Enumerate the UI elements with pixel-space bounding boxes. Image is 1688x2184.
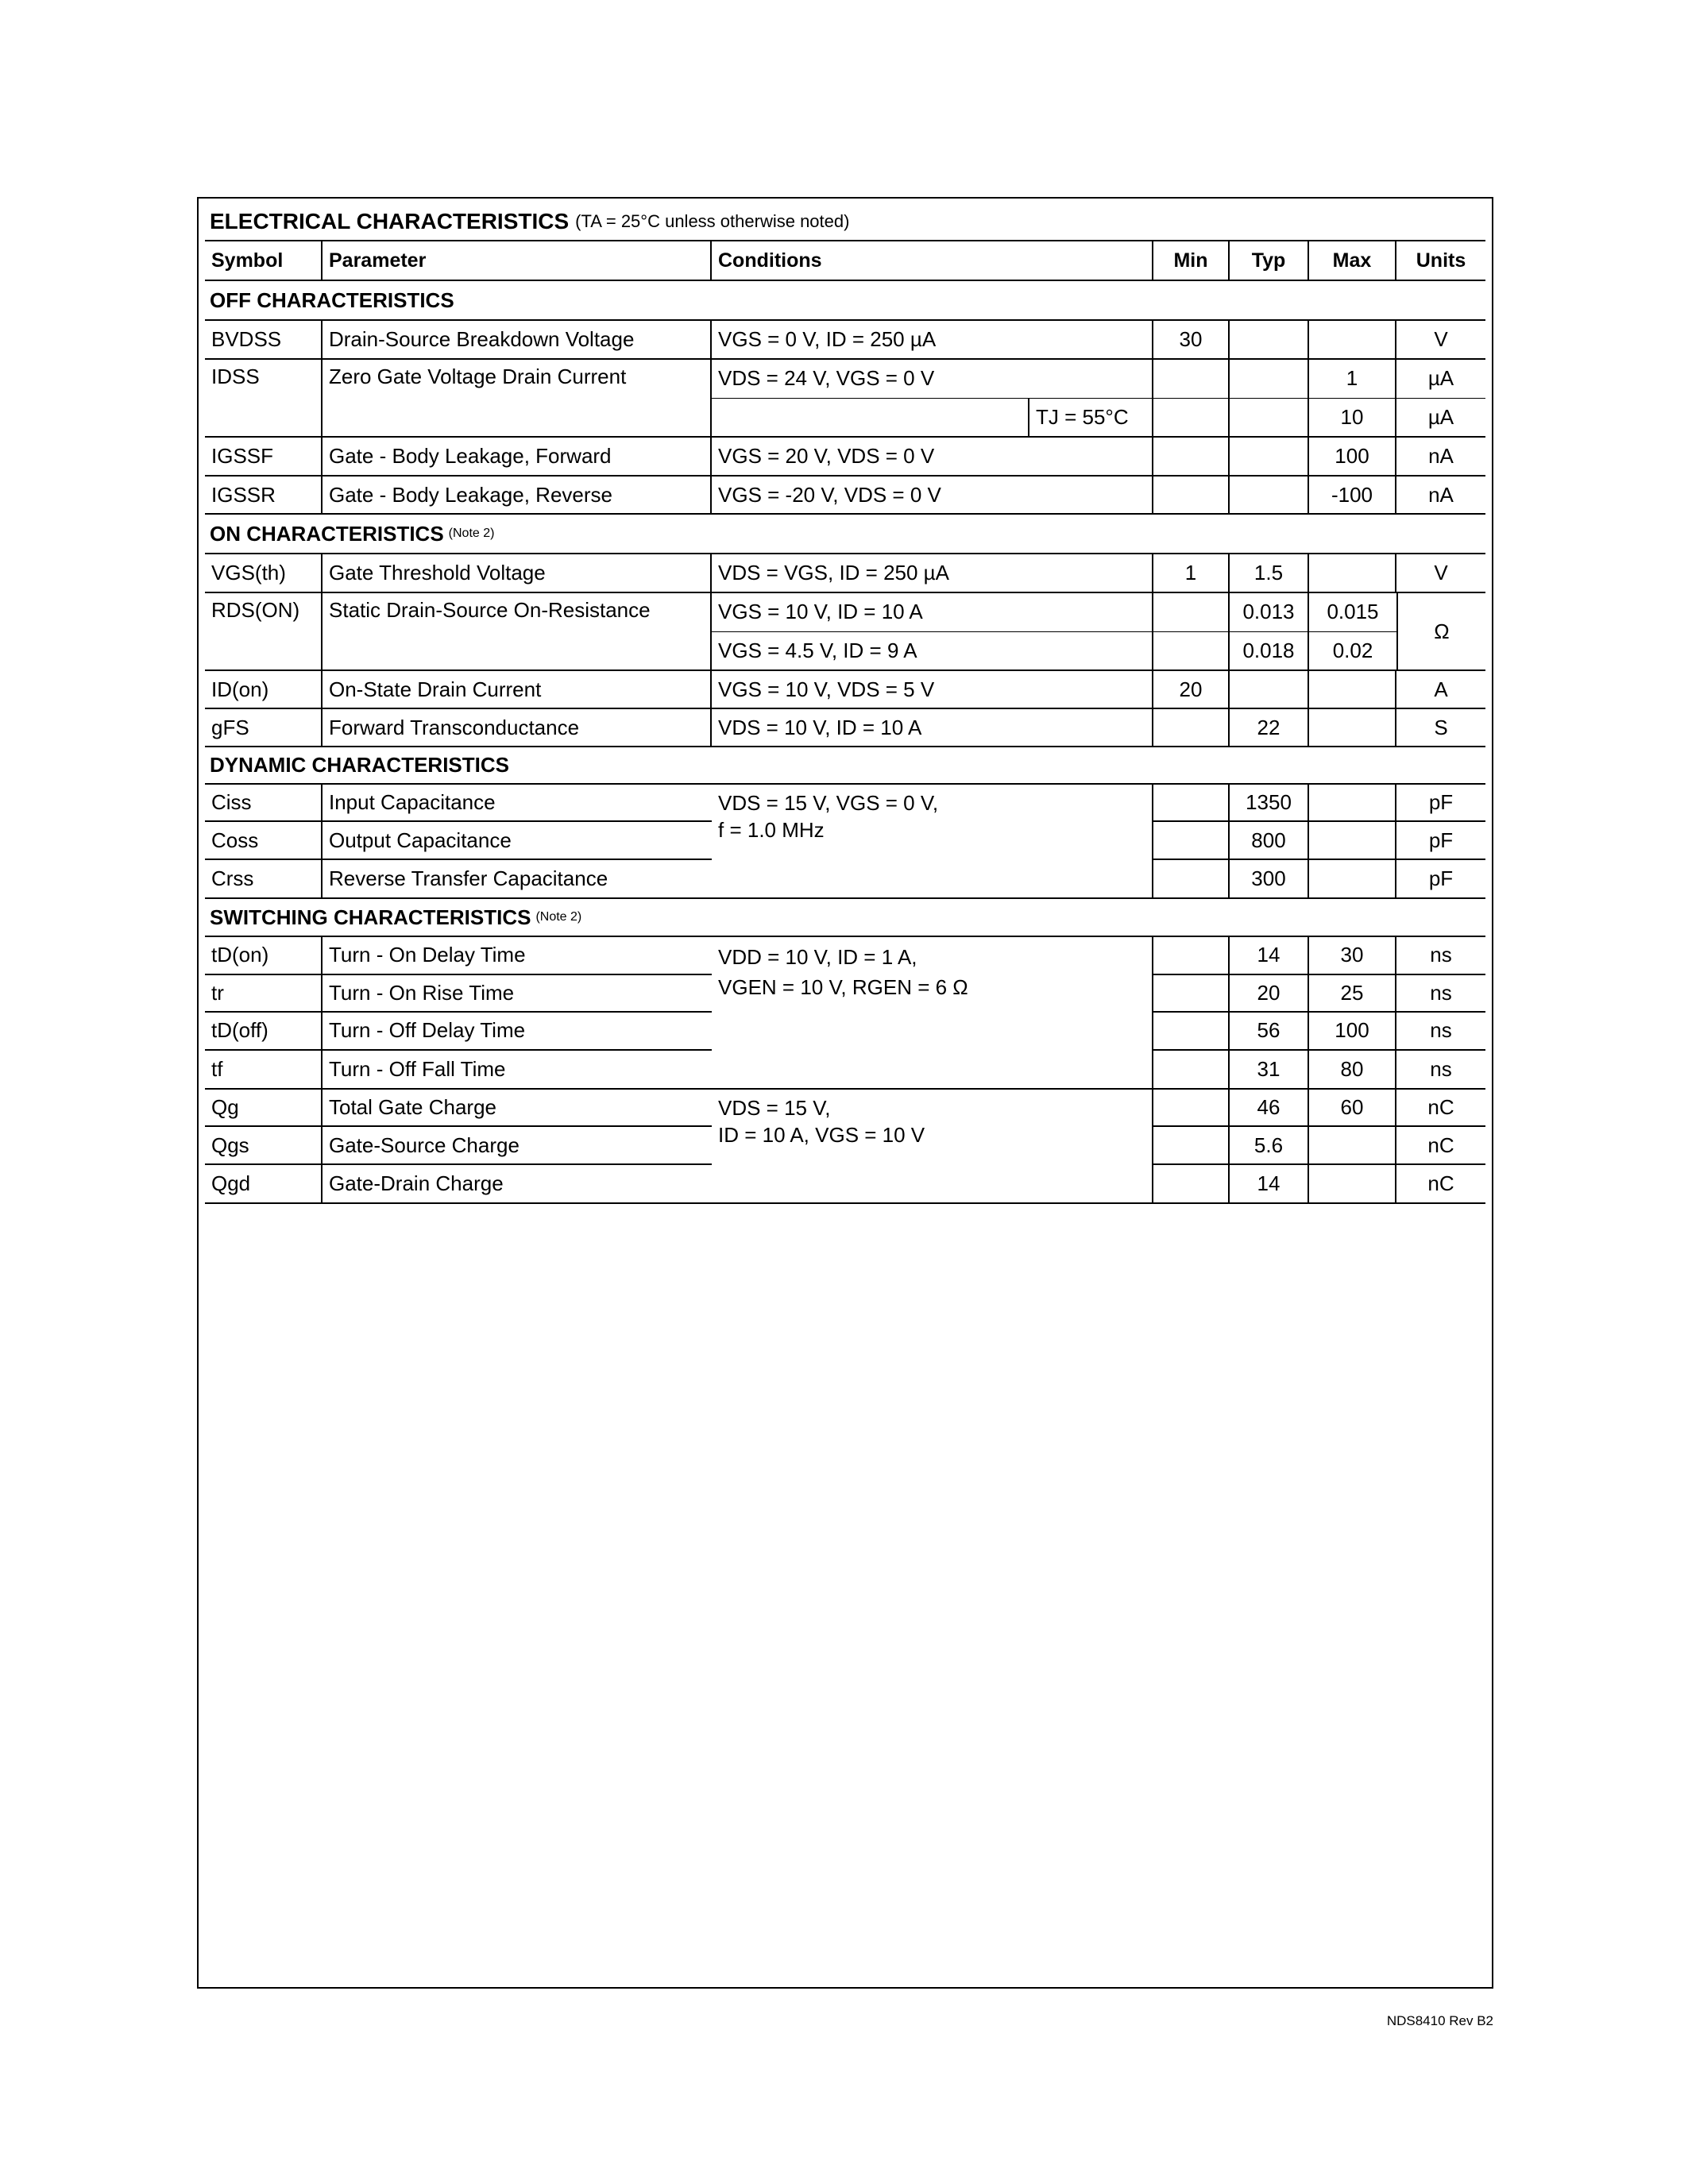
table-row bbox=[205, 321, 1485, 360]
min-cell bbox=[1153, 477, 1230, 513]
table-row bbox=[1153, 822, 1485, 859]
min-cell bbox=[1153, 1127, 1230, 1163]
units-cell: nC bbox=[1427, 1095, 1454, 1120]
conditions-cell: VDS = 10 V, ID = 10 A bbox=[712, 709, 1153, 746]
conditions-line: VGEN = 10 V, RGEN = 6 Ω bbox=[718, 975, 968, 999]
table-row bbox=[205, 1013, 712, 1051]
parameter-cell: Gate-Source Charge bbox=[329, 1133, 520, 1157]
table-row bbox=[205, 1090, 712, 1127]
header-typ: Typ bbox=[1230, 241, 1309, 280]
table-row bbox=[205, 1165, 712, 1202]
table-title-note: (TA = 25°C unless otherwise noted) bbox=[575, 211, 850, 231]
conditions-cell bbox=[712, 399, 1153, 437]
table-row bbox=[1153, 860, 1485, 897]
min-cell bbox=[1153, 975, 1230, 1012]
typ-cell: 56 bbox=[1230, 1013, 1309, 1049]
parameter-cell: Output Capacitance bbox=[329, 828, 512, 852]
table-row bbox=[205, 1051, 712, 1088]
switching-charge-group bbox=[205, 1090, 1485, 1204]
typ-cell bbox=[1230, 321, 1309, 358]
symbol-cell: tD(off) bbox=[205, 1013, 323, 1049]
table-row bbox=[712, 399, 1485, 437]
max-cell: 80 bbox=[1309, 1051, 1396, 1088]
conditions-cell: VGS = 0 V, ID = 250 µA bbox=[712, 321, 1153, 358]
min-cell bbox=[1153, 822, 1230, 858]
min-cell: 30 bbox=[1153, 321, 1230, 358]
typ-cell: 0.018 bbox=[1230, 632, 1309, 670]
symbol-cell: IDSS bbox=[205, 360, 323, 436]
max-cell bbox=[1309, 1165, 1396, 1202]
symbol-cell: tf bbox=[205, 1051, 323, 1088]
conditions-line: VDS = 15 V, VGS = 0 V, bbox=[718, 791, 939, 815]
table-row bbox=[1153, 785, 1485, 822]
section-label: OFF CHARACTERISTICS bbox=[210, 287, 454, 312]
min-cell bbox=[1153, 1090, 1230, 1125]
typ-cell: 46 bbox=[1230, 1090, 1309, 1125]
symbol-cell: IGSSF bbox=[205, 438, 323, 475]
min-cell bbox=[1153, 1051, 1230, 1088]
sub-rows bbox=[712, 593, 1396, 669]
typ-cell: 5.6 bbox=[1230, 1127, 1309, 1163]
table-row bbox=[205, 822, 712, 859]
typ-cell: 300 bbox=[1230, 860, 1309, 897]
min-cell bbox=[1153, 632, 1230, 670]
typ-cell: 31 bbox=[1230, 1051, 1309, 1088]
table-title-row bbox=[205, 203, 1485, 241]
charge-values bbox=[1153, 1090, 1485, 1202]
timing-left bbox=[205, 937, 712, 1088]
typ-cell: 800 bbox=[1230, 822, 1309, 858]
parameter-cell: On-State Drain Current bbox=[323, 671, 712, 708]
table-row bbox=[205, 709, 1485, 747]
typ-cell: 14 bbox=[1230, 1165, 1309, 1202]
symbol-cell: tr bbox=[205, 975, 323, 1012]
max-cell: 0.015 bbox=[1327, 600, 1379, 624]
parameter-cell: Gate Threshold Voltage bbox=[323, 554, 712, 592]
min-cell bbox=[1153, 1013, 1230, 1049]
units-cell: V bbox=[1434, 327, 1448, 351]
max-cell bbox=[1309, 671, 1396, 708]
conditions-cell: VGS = -20 V, VDS = 0 V bbox=[712, 477, 1153, 513]
min-cell: 1 bbox=[1153, 554, 1230, 592]
typ-cell: 0.013 bbox=[1230, 593, 1309, 631]
section-label: DYNAMIC CHARACTERISTICS bbox=[210, 753, 509, 777]
units-cell: A bbox=[1434, 677, 1448, 701]
max-cell: 100 bbox=[1309, 1013, 1396, 1049]
sub-rows bbox=[712, 360, 1485, 436]
table-row-group bbox=[205, 360, 1485, 438]
symbol-cell: Crss bbox=[205, 860, 323, 897]
typ-cell bbox=[1230, 360, 1309, 398]
units-cell: pF bbox=[1428, 790, 1454, 815]
section-label: SWITCHING CHARACTERISTICS bbox=[210, 905, 531, 929]
typ-cell bbox=[1230, 671, 1309, 708]
table-row bbox=[205, 1127, 712, 1164]
units-cell: nC bbox=[1427, 1171, 1454, 1195]
typ-cell: 14 bbox=[1230, 937, 1309, 974]
typ-cell bbox=[1230, 399, 1309, 437]
parameter-cell: Turn - Off Fall Time bbox=[329, 1056, 506, 1081]
parameter-cell: Turn - Off Delay Time bbox=[329, 1018, 526, 1043]
conditions-line: ID = 10 A, VGS = 10 V bbox=[718, 1123, 925, 1147]
conditions-cell: VDS = VGS, ID = 250 µA bbox=[712, 554, 1153, 592]
min-cell bbox=[1153, 1165, 1230, 1202]
symbol-cell: Qgd bbox=[205, 1165, 323, 1202]
conditions-cell bbox=[712, 1090, 1153, 1202]
max-cell: 60 bbox=[1309, 1090, 1396, 1125]
max-cell: -100 bbox=[1309, 477, 1396, 513]
units-cell: µA bbox=[1427, 404, 1454, 429]
units-cell: ns bbox=[1430, 943, 1452, 967]
table-row bbox=[712, 593, 1396, 632]
units-cell: S bbox=[1434, 715, 1448, 739]
conditions-cell bbox=[712, 937, 1153, 1088]
conditions-cell: VGS = 10 V, ID = 10 A bbox=[712, 593, 1153, 631]
charge-left bbox=[205, 1090, 712, 1202]
max-cell bbox=[1309, 785, 1396, 820]
max-cell: 10 bbox=[1309, 399, 1396, 437]
min-cell bbox=[1153, 709, 1230, 746]
table-row bbox=[205, 937, 712, 975]
max-cell bbox=[1309, 822, 1396, 858]
min-cell bbox=[1153, 860, 1230, 897]
symbol-cell: Ciss bbox=[205, 785, 323, 820]
max-cell: 30 bbox=[1309, 937, 1396, 974]
section-label: ON CHARACTERISTICS bbox=[210, 521, 444, 546]
max-cell: 25 bbox=[1309, 975, 1396, 1012]
max-cell: 100 bbox=[1309, 438, 1396, 475]
section-on-characteristics bbox=[205, 515, 1485, 554]
units-cell: pF bbox=[1428, 866, 1454, 890]
symbol-cell: Qgs bbox=[205, 1127, 323, 1163]
units-cell: Ω bbox=[1396, 593, 1485, 669]
max-cell bbox=[1309, 554, 1396, 592]
units-cell: µA bbox=[1427, 366, 1454, 391]
conditions-cell: VGS = 4.5 V, ID = 9 A bbox=[712, 632, 1153, 670]
conditions-cell: VGS = 20 V, VDS = 0 V bbox=[712, 438, 1153, 475]
table-row bbox=[1153, 1090, 1485, 1127]
min-cell bbox=[1153, 937, 1230, 974]
symbol-cell: BVDSS bbox=[205, 321, 323, 358]
table-row bbox=[1153, 937, 1485, 975]
document-revision: NDS8410 Rev B2 bbox=[1386, 2013, 1493, 2028]
units-cell: nA bbox=[1428, 482, 1454, 507]
symbol-cell: ID(on) bbox=[205, 671, 323, 708]
typ-cell: 20 bbox=[1230, 975, 1309, 1012]
table-row bbox=[205, 860, 712, 897]
temperature-condition: TJ = 55°C bbox=[1028, 399, 1152, 437]
conditions-cell bbox=[712, 785, 1153, 897]
table-row bbox=[1153, 975, 1485, 1013]
header-max: Max bbox=[1309, 241, 1396, 280]
parameter-cell: Gate-Drain Charge bbox=[329, 1171, 504, 1195]
table-row bbox=[205, 671, 1485, 709]
parameter-cell: Gate - Body Leakage, Forward bbox=[323, 438, 712, 475]
switching-timing-group bbox=[205, 937, 1485, 1090]
max-cell bbox=[1309, 860, 1396, 897]
conditions-cell: VDS = 24 V, VGS = 0 V bbox=[712, 360, 1153, 398]
parameter-cell: Gate - Body Leakage, Reverse bbox=[323, 477, 712, 513]
table-row bbox=[205, 477, 1485, 515]
max-cell bbox=[1309, 1127, 1396, 1163]
table-row bbox=[1153, 1051, 1485, 1088]
table-row bbox=[205, 554, 1485, 593]
parameter-cell: Drain-Source Breakdown Voltage bbox=[323, 321, 712, 358]
conditions-line: VDD = 10 V, ID = 1 A, bbox=[718, 945, 917, 969]
header-units: Units bbox=[1416, 249, 1466, 272]
table-row bbox=[712, 632, 1396, 670]
parameter-cell: Input Capacitance bbox=[329, 790, 496, 815]
units-cell: pF bbox=[1428, 828, 1454, 852]
table-row bbox=[205, 975, 712, 1013]
table-row bbox=[205, 438, 1485, 477]
table-header-row bbox=[205, 241, 1485, 281]
min-cell bbox=[1153, 593, 1230, 631]
table-row bbox=[1153, 1013, 1485, 1051]
units-cell: ns bbox=[1430, 1056, 1452, 1081]
header-parameter: Parameter bbox=[323, 241, 712, 280]
min-cell bbox=[1153, 360, 1230, 398]
max-cell: 0.02 bbox=[1332, 638, 1373, 662]
conditions-cell: VGS = 10 V, VDS = 5 V bbox=[712, 671, 1153, 708]
section-off-characteristics bbox=[205, 281, 1485, 321]
parameter-cell: Zero Gate Voltage Drain Current bbox=[323, 360, 712, 436]
min-cell bbox=[1153, 399, 1230, 437]
section-note: (Note 2) bbox=[448, 527, 495, 540]
section-switching-characteristics bbox=[205, 899, 1485, 937]
conditions-line: VDS = 15 V, bbox=[718, 1096, 831, 1120]
typ-cell bbox=[1230, 477, 1309, 513]
units-cell: nA bbox=[1428, 444, 1454, 468]
symbol-cell: gFS bbox=[205, 709, 323, 746]
symbol-cell: Coss bbox=[205, 822, 323, 858]
timing-values bbox=[1153, 937, 1485, 1088]
electrical-characteristics-table bbox=[205, 203, 1485, 1204]
parameter-cell: Turn - On Rise Time bbox=[329, 980, 515, 1005]
dynamic-values bbox=[1153, 785, 1485, 897]
table-row bbox=[1153, 1127, 1485, 1164]
table-row bbox=[712, 360, 1485, 399]
section-note: (Note 2) bbox=[535, 910, 582, 924]
min-cell: 20 bbox=[1153, 671, 1230, 708]
max-cell: 1 bbox=[1309, 360, 1396, 398]
parameter-cell: Total Gate Charge bbox=[329, 1095, 497, 1120]
parameter-cell: Reverse Transfer Capacitance bbox=[329, 866, 608, 890]
parameter-cell: Turn - On Delay Time bbox=[329, 943, 526, 967]
symbol-cell: Qg bbox=[205, 1090, 323, 1125]
units-cell: ns bbox=[1430, 980, 1452, 1005]
symbol-cell: IGSSR bbox=[205, 477, 323, 513]
header-conditions: Conditions bbox=[712, 241, 1153, 280]
symbol-cell: RDS(ON) bbox=[205, 593, 323, 669]
header-symbol: Symbol bbox=[205, 241, 323, 280]
table-row bbox=[1153, 1165, 1485, 1202]
typ-cell: 1350 bbox=[1230, 785, 1309, 820]
table-row bbox=[205, 785, 712, 822]
typ-cell bbox=[1230, 438, 1309, 475]
dynamic-group bbox=[205, 785, 1485, 899]
units-cell: ns bbox=[1430, 1018, 1452, 1043]
units-cell: V bbox=[1434, 561, 1448, 585]
typ-cell: 1.5 bbox=[1230, 554, 1309, 592]
table-title: ELECTRICAL CHARACTERISTICS bbox=[210, 209, 570, 233]
min-cell bbox=[1153, 438, 1230, 475]
parameter-cell: Static Drain-Source On-Resistance bbox=[323, 593, 712, 669]
min-cell bbox=[1153, 785, 1230, 820]
section-dynamic-characteristics bbox=[205, 747, 1485, 785]
table-row-group bbox=[205, 593, 1485, 671]
header-min: Min bbox=[1153, 241, 1230, 280]
conditions-line: f = 1.0 MHz bbox=[718, 818, 825, 842]
max-cell bbox=[1309, 709, 1396, 746]
dynamic-left bbox=[205, 785, 712, 897]
symbol-cell: tD(on) bbox=[205, 937, 323, 974]
parameter-cell: Forward Transconductance bbox=[323, 709, 712, 746]
max-cell bbox=[1309, 321, 1396, 358]
symbol-cell: VGS(th) bbox=[205, 554, 323, 592]
typ-cell: 22 bbox=[1230, 709, 1309, 746]
units-cell: nC bbox=[1427, 1133, 1454, 1157]
